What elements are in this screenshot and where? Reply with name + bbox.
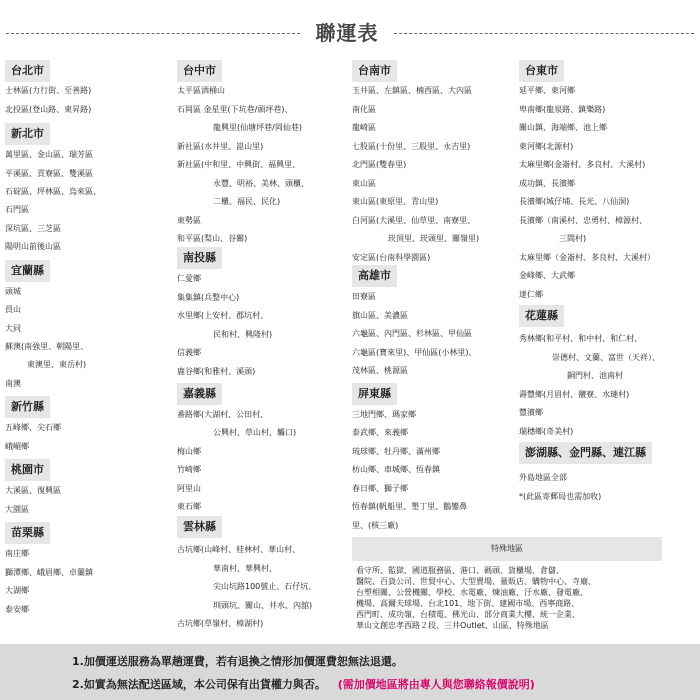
region-header-yunlin: 雲林縣	[177, 516, 222, 538]
area-line: 和平區(梨山、谷關)	[177, 234, 248, 243]
area-line: 華南村、華興村、	[213, 564, 277, 573]
footer-note-1: 1.加價運送服務為單趟運費，若有退換之情形加價運費恕無法退還。	[72, 655, 403, 668]
area-line: 田寮區	[352, 292, 376, 301]
area-line: 六龜區(寶來里)、甲仙區(小林里)、	[352, 348, 477, 357]
area-line: 琉球鄉、牡丹鄉、滿州鄉	[352, 447, 440, 456]
region-header-yilan: 宜蘭縣	[5, 260, 50, 282]
area-line: 北門區(雙春里)	[352, 160, 407, 169]
special-area-line: 看守所、監獄、國道服務區、港口、碼頭、貨櫃場、倉儲、	[356, 566, 564, 575]
area-line: 仁愛鄉	[177, 274, 201, 283]
region-header-outlying-islands: 澎湖縣、金門縣、連江縣	[519, 442, 652, 464]
area-line: 大園區	[5, 505, 29, 514]
area-line: 太平區酒桶山	[177, 86, 225, 95]
area-line: 水里鄉(上安村、郡坑村、	[177, 311, 269, 320]
area-line: 玉井區、左鎮區、楠西區、大內區	[352, 86, 472, 95]
region-header-taoyuan: 桃園市	[5, 459, 50, 481]
area-line: 秀林鄉(和平村、和中村、和仁村、	[519, 334, 643, 343]
area-line: 龍興里(仙塘坪巷/岡仙巷)	[213, 123, 302, 132]
area-line: 石碇區、坪林區、烏來區、	[5, 187, 101, 196]
area-line: 信義鄉	[177, 348, 201, 357]
area-line: 北投區(登山路、東昇路)	[5, 105, 92, 114]
area-line: 金峰鄉、大武鄉	[519, 271, 575, 280]
region-header-chiayi: 嘉義縣	[177, 383, 222, 405]
area-line: 三間村)	[559, 234, 587, 243]
area-line: 枋山鄉、車城鄉、恆春鎮	[352, 465, 440, 474]
area-line: 頭城	[5, 287, 21, 296]
area-line: 白河區(大溪里、仙草里、南寮里、	[352, 216, 476, 225]
area-line: 卑南鄉(龍泉路、鎮樂路)	[519, 105, 606, 114]
area-line: 長濱鄉（南溪村、忠勇村、樟源村、	[519, 216, 647, 225]
area-line: 古坑鄉(山峰村、桂林村、華山村、	[177, 545, 301, 554]
area-line: 蘇澳(南強里、朝陽里、	[5, 342, 89, 351]
area-line: *(此區寄郵局也需加收)	[519, 492, 602, 501]
area-line: 竹崎鄉	[177, 465, 201, 474]
area-line: 峨嵋鄉	[5, 442, 29, 451]
area-line: 壽豐鄉(月眉村、鹽寮、水璉村)	[519, 390, 630, 399]
area-line: 恆春鎮(帆船里、墾丁里、鵝鑾鼻	[352, 502, 468, 511]
title-divider-left	[6, 33, 300, 34]
footer-note-2-highlight: (需加價地區將由專人與您聯絡報價說明)	[337, 678, 535, 691]
area-line: 茂林區、桃源區	[352, 366, 408, 375]
area-line: 東勢區	[177, 216, 201, 225]
region-header-taichung: 台中市	[177, 60, 222, 82]
area-line: 東山區	[352, 179, 376, 188]
footer-note-2	[72, 676, 535, 692]
area-line: 安定區(台南科學園區)	[352, 253, 431, 262]
special-area-line: 台塑相關、公營機關、學校、水電廠、煉油廠、汙水廠、發電廠、	[356, 588, 588, 597]
area-line: 阿里山	[177, 484, 201, 493]
region-header-miaoli: 苗栗縣	[5, 522, 50, 544]
area-line: 南澳	[5, 379, 21, 388]
area-line: 太麻里鄉（金崙村、多良村、大溪村）	[519, 253, 655, 262]
special-area-line: 西門町、成功嶺、台積電、佛光山、部分商業大樓、統一企業、	[356, 610, 580, 619]
area-line: 三地門鄉、瑪家鄉	[352, 410, 416, 419]
area-line: 龍崎區	[352, 123, 376, 132]
area-line: 尖山坑路100號止、石仔坑、	[213, 582, 317, 591]
area-line: 大同	[5, 324, 21, 333]
area-line: 南庄鄉	[5, 549, 29, 558]
area-line: 萬里區、金山區、瑞芳區	[5, 150, 93, 159]
area-line: 永豐、明裕、美林、頭櫃、	[213, 179, 309, 188]
title-divider-right	[394, 33, 694, 34]
area-line: 圳頭坑、關山、井水、內舘)	[213, 601, 313, 610]
region-header-taitung: 台東市	[519, 60, 564, 82]
area-line: 公興村、草山村、觸口)	[213, 428, 297, 437]
region-header-pingtung: 屏東縣	[352, 383, 397, 405]
area-line: 五峰鄉、尖石鄉	[5, 423, 61, 432]
region-header-hsinchu: 新竹縣	[5, 396, 50, 418]
area-line: 二櫃、福民、民化)	[213, 197, 281, 206]
area-line: 番路鄉(大湖村、公田村、	[177, 410, 269, 419]
area-line: 平溪區、貢寮區、雙溪區	[5, 169, 93, 178]
special-area-line: 醫院、百貨公司、世貿中心、大型賣場、量販店、購物中心、寺廟、	[356, 577, 596, 586]
area-line: 東山區(東原里、青山里)	[352, 197, 439, 206]
area-line: 崇德村、文蘭、富世（天祥）、	[552, 353, 660, 362]
area-line: 旗山區、美濃區	[352, 311, 408, 320]
area-line: 古坑鄉(草嶺村、樟湖村)	[177, 619, 264, 628]
area-line: 長濱鄉(城仔埔、長光、八仙洞)	[519, 197, 630, 206]
area-line: 關山鎮、海端鄉、池上鄉	[519, 123, 607, 132]
area-line: 崁頂里、崁頭里、關嶺里)	[388, 234, 480, 243]
area-line: 春日鄉、獅子鄉	[352, 484, 408, 493]
area-line: 瑞穗鄉(奇美村)	[519, 427, 574, 436]
page-title: 聯運表	[315, 21, 379, 45]
area-line: 陽明山前後山區	[5, 242, 61, 251]
region-header-new-taipei: 新北市	[5, 123, 50, 145]
area-line: 東澳里、東岳村)	[27, 360, 87, 369]
region-header-kaohsiung: 高雄市	[352, 265, 397, 287]
area-line: 士林區(力行街、至善路)	[5, 86, 92, 95]
area-line: 東石鄉	[177, 502, 201, 511]
region-header-hualien: 花蓮縣	[519, 305, 564, 327]
area-line: 梅山鄉	[177, 447, 201, 456]
area-line: 員山	[5, 305, 21, 314]
special-area-line: 華山文創忠孝西路２段、三井Outlet、山區、特殊地區	[356, 621, 549, 630]
footer-notes	[0, 644, 700, 700]
area-line: 鹿谷鄉(和雅村、溪頭)	[177, 367, 256, 376]
special-area-line: 機場、高爾夫球場、台北101、地下街、建國市場、西寧商路、	[356, 599, 580, 608]
area-line: 豐濱鄉	[519, 408, 543, 417]
area-line: 達仁鄉	[519, 290, 543, 299]
area-line: 六龜區、內門區、杉林區、甲仙區	[352, 329, 472, 338]
area-line: 延平鄉、東河鄉	[519, 86, 575, 95]
area-line: 民和村、興隆村)	[213, 330, 273, 339]
special-areas-header: 特殊地區	[352, 537, 662, 561]
area-line: 深坑區、三芝區	[5, 224, 61, 233]
area-line: 集集鎮(兵整中心)	[177, 293, 240, 302]
area-line: 大湖鄉	[5, 586, 29, 595]
area-line: 外島地區全部	[519, 473, 567, 482]
area-line: 石岡區 金星里(下坑巷/頭坪巷)、	[177, 105, 293, 114]
area-line: 太麻里鄉(金崙村、多良村、大溪村)	[519, 160, 646, 169]
area-line: 南化區	[352, 105, 376, 114]
area-line: 成功鎮、長濱鄉	[519, 179, 575, 188]
area-line: 里、(核三廠)	[352, 521, 399, 530]
title-row	[0, 20, 700, 46]
area-line: 大溪區、復興區	[5, 486, 61, 495]
area-line: 銅門村、池南村	[567, 371, 623, 380]
area-line: 泰武鄉、來義鄉	[352, 428, 408, 437]
area-line: 獅潭鄉、峨眉鄉、卓蘭鎮	[5, 568, 93, 577]
area-line: 東河鄉(北源村)	[519, 142, 574, 151]
area-line: 七股區(十份里、三股里、永吉里)	[352, 142, 471, 151]
area-line: 新社區(中和里、中興街、福興里、	[177, 160, 301, 169]
area-line: 泰安鄉	[5, 605, 29, 614]
footer-note-2-main: 2.如實為無法配送區域，本公司保有出貨權力與否。	[72, 678, 326, 691]
region-header-tainan: 台南市	[352, 60, 397, 82]
region-header-nantou: 南投縣	[177, 247, 222, 269]
area-line: 石門區	[5, 205, 29, 214]
area-line: 新社區(水井里、崑山里)	[177, 142, 264, 151]
region-header-taipei: 台北市	[5, 60, 50, 82]
